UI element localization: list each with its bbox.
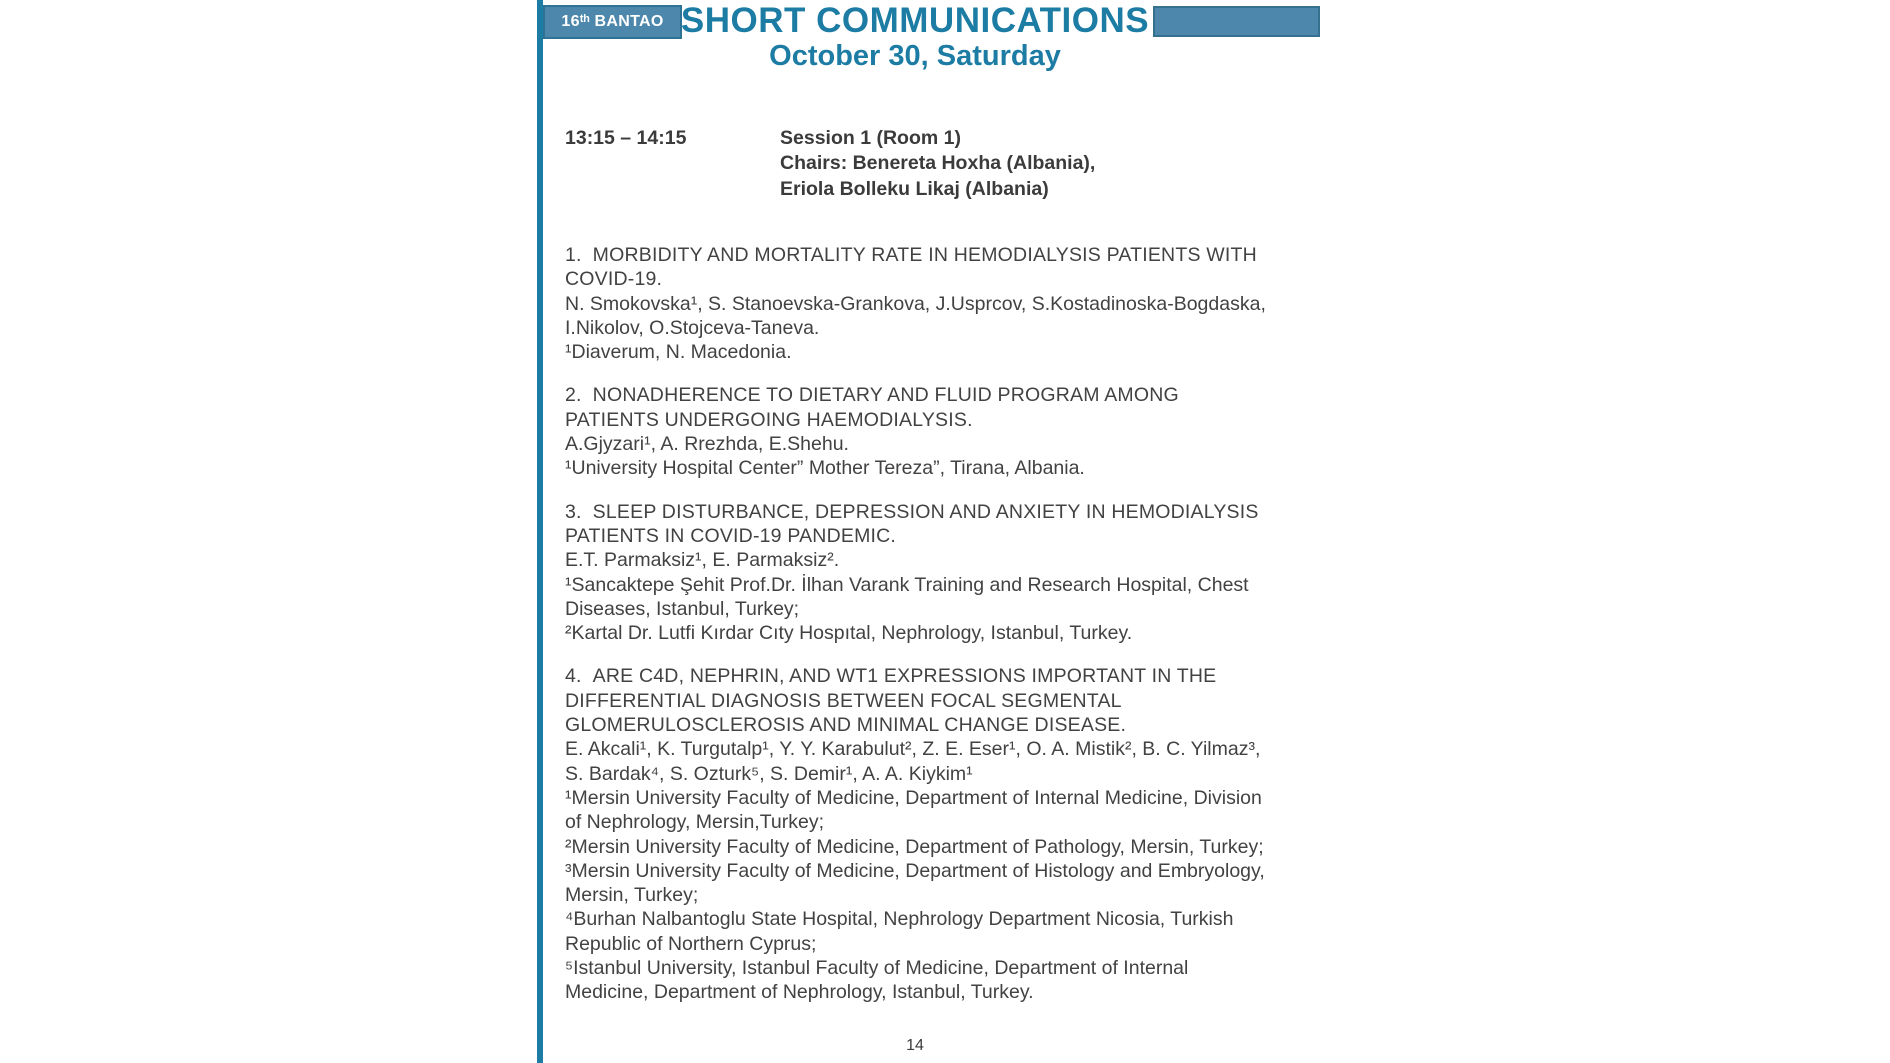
abstract-number: 1. xyxy=(565,244,582,266)
abstract-title xyxy=(565,243,1270,292)
abstract-item xyxy=(565,383,1270,480)
session-chairs-line2: Eriola Bolleku Likaj (Albania) xyxy=(780,177,1049,200)
abstract-list xyxy=(565,243,1270,1024)
session-chairs-line1: Chairs: Benereta Hoxha (Albania), xyxy=(780,152,1096,175)
abstract-number: 3. xyxy=(565,500,582,523)
left-vertical-rule xyxy=(537,0,543,1063)
abstract-item xyxy=(565,500,1270,646)
header-corner-bar xyxy=(1153,6,1320,37)
abstract-affiliation: ¹Diaverum, N. Macedonia. xyxy=(565,341,792,364)
abstract-affiliations xyxy=(565,573,1270,646)
session-title: Session 1 (Room 1) xyxy=(780,127,961,149)
session-info xyxy=(780,126,1095,202)
abstract-affiliations xyxy=(565,786,1270,1005)
abstract-affiliations xyxy=(565,340,1270,364)
abstract-title-text: ARE C4D, NEPHRIN, AND WT1 EXPRESSIONS IMPORTANT IN THE DIFFERENTIAL DIAGNOSIS BETWEEN FOCAL SEGMENTAL GLOMERULOSCLEROSIS AND MINIMAL CHANGE DISEASE. xyxy=(565,665,1217,737)
abstract-authors: A.Gjyzari¹, A. Rrezhda, E.Shehu. xyxy=(565,433,849,456)
abstract-authors: N. Smokovska¹, S. Stanoevska-Grankova, J.Usprcov, S.Kostadinoska-Bogdaska, I.Nikolov, O.Stojceva-Taneva. xyxy=(565,292,1266,339)
abstract-affiliation: ²Kartal Dr. Lutfi Kırdar Cıty Hospıtal, Nephrology, Istanbul, Turkey. xyxy=(565,622,1133,645)
abstract-title-text: SLEEP DISTURBANCE, DEPRESSION AND ANXIETY IN HEMODIALYSIS PATIENTS IN COVID-19 PANDEMIC. xyxy=(565,500,1259,547)
page-number: 14 xyxy=(906,1037,924,1054)
abstract-item xyxy=(565,243,1270,364)
abstract-title xyxy=(565,383,1270,432)
abstract-affiliation: ¹Sancaktepe Şehit Prof.Dr. İlhan Varank Training and Research Hospital, Chest Diseases, Istanbul, Turkey; xyxy=(565,573,1249,620)
abstract-number: 4. xyxy=(565,665,582,688)
abstract-item xyxy=(565,664,1270,1004)
abstract-title xyxy=(565,500,1270,549)
page-date: October 30, Saturday xyxy=(769,40,1061,72)
abstract-title-text: MORBIDITY AND MORTALITY RATE IN HEMODIALYSIS PATIENTS WITH COVID-19. xyxy=(565,244,1257,291)
session-time: 13:15 – 14:15 xyxy=(565,127,687,149)
page-title: SHORT COMMUNICATIONS xyxy=(680,1,1150,40)
abstract-affiliation: ⁵Istanbul University, Istanbul Faculty of Medicine, Department of Internal Medicine, Department of Nephrology, Istanbul, Turkey. xyxy=(565,957,1189,1004)
abstract-affiliation: ¹University Hospital Center” Mother Tereza”, Tirana, Albania. xyxy=(565,457,1085,480)
abstract-affiliation: ²Mersin University Faculty of Medicine, Department of Pathology, Mersin, Turkey; xyxy=(565,835,1264,858)
conference-badge: 16ᵗʰ BANTAO xyxy=(543,5,682,39)
abstract-title xyxy=(565,664,1270,737)
abstract-authors: E. Akcali¹, K. Turgutalp¹, Y. Y. Karabulut², Z. E. Eser¹, O. A. Mistik², B. C. Yilmaz³, S. Bardak⁴, S. Ozturk⁵, S. Demir¹, A. A. Kiykim¹ xyxy=(565,738,1261,785)
abstract-number: 2. xyxy=(565,384,582,407)
abstract-title-text: NONADHERENCE TO DIETARY AND FLUID PROGRAM AMONG PATIENTS UNDERGOING HAEMODIALYSIS. xyxy=(565,384,1179,431)
abstract-authors: E.T. Parmaksiz¹, E. Parmaksiz². xyxy=(565,549,840,572)
session-header xyxy=(565,126,1095,202)
abstract-affiliation: ¹Mersin University Faculty of Medicine, Department of Internal Medicine, Division of Nephrology, Mersin,Turkey; xyxy=(565,786,1262,834)
abstract-affiliation: ³Mersin University Faculty of Medicine, Department of Histology and Embryology, Mersin, Turkey; xyxy=(565,859,1265,907)
abstract-affiliation: ⁴Burhan Nalbantoglu State Hospital, Nephrology Department Nicosia, Turkish Republic of Northern Cyprus; xyxy=(565,908,1234,955)
abstract-affiliations xyxy=(565,456,1270,480)
